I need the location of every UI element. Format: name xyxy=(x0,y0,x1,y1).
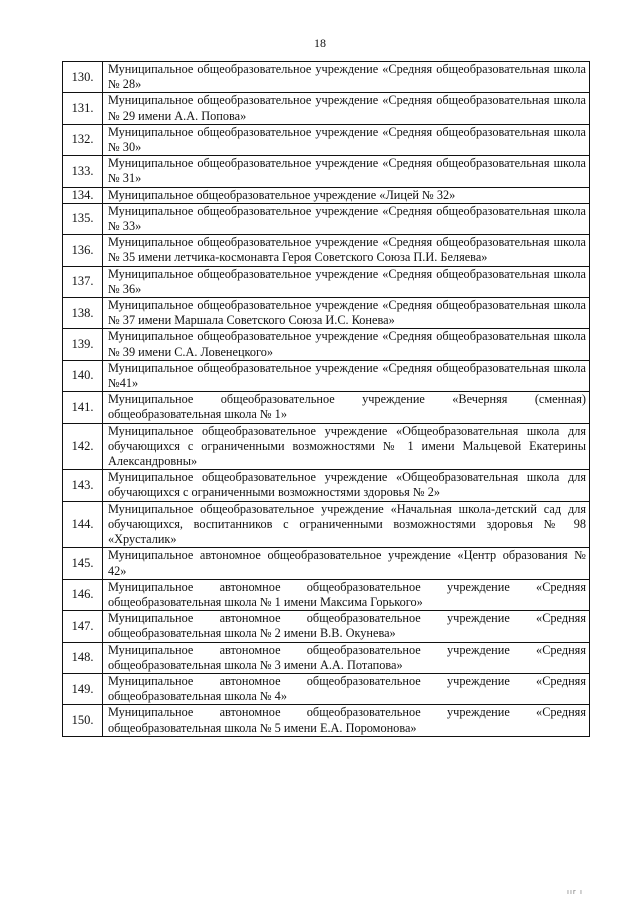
row-number: 133. xyxy=(63,156,103,187)
table-row xyxy=(63,392,590,423)
row-number: 149. xyxy=(63,673,103,704)
row-number: 142. xyxy=(63,423,103,470)
table-row xyxy=(63,203,590,234)
row-number: 140. xyxy=(63,360,103,391)
row-number: 130. xyxy=(63,62,103,93)
institution-name: Муниципальное автономное общеобразовательное учреждение «Средняя общеобразовательная школа № 2 имени В.В. Окунева» xyxy=(103,611,590,642)
institution-name: Муниципальное автономное общеобразовательное учреждение «Средняя общеобразовательная школа № 1 имени Максима Горького» xyxy=(103,579,590,610)
institution-name: Муниципальное общеобразовательное учреждение «Начальная школа-детский сад для обучающихся, воспитанников с ограниченными возможностями здоровья № 98 «Хрусталик» xyxy=(103,501,590,548)
row-number: 138. xyxy=(63,298,103,329)
institution-name: Муниципальное общеобразовательное учреждение «Общеобразовательная школа для обучающихся с ограниченными возможностями здоровья № 2» xyxy=(103,470,590,501)
table-row xyxy=(63,705,590,736)
institution-name: Муниципальное общеобразовательное учреждение «Лицей № 32» xyxy=(103,187,590,203)
table-row xyxy=(63,93,590,124)
institution-name: Муниципальное общеобразовательное учреждение «Средняя общеобразовательная школа № 35 имени летчика-космонавта Героя Советского Союза П.И. Беляева» xyxy=(103,235,590,266)
page-number: 18 xyxy=(314,36,326,50)
table-row xyxy=(63,62,590,93)
table-row xyxy=(63,423,590,470)
institution-name: Муниципальное общеобразовательное учреждение «Средняя общеобразовательная школа №41» xyxy=(103,360,590,391)
table-row xyxy=(63,156,590,187)
row-number: 145. xyxy=(63,548,103,579)
institution-name: Муниципальное общеобразовательное учреждение «Средняя общеобразовательная школа № 31» xyxy=(103,156,590,187)
scan-mark: ıır ı xyxy=(567,888,583,896)
institution-name: Муниципальное общеобразовательное учреждение «Средняя общеобразовательная школа № 28» xyxy=(103,62,590,93)
row-number: 135. xyxy=(63,203,103,234)
row-number: 131. xyxy=(63,93,103,124)
table-row xyxy=(63,298,590,329)
institution-name: Муниципальное общеобразовательное учреждение «Общеобразовательная школа для обучающихся с ограниченными возможностями № 1 имени Мальцевой Екатерины Александровны» xyxy=(103,423,590,470)
row-number: 141. xyxy=(63,392,103,423)
row-number: 148. xyxy=(63,642,103,673)
table-row xyxy=(63,611,590,642)
institution-name: Муниципальное общеобразовательное учреждение «Средняя общеобразовательная школа № 30» xyxy=(103,124,590,155)
table-row xyxy=(63,124,590,155)
institution-name: Муниципальное автономное общеобразовательное учреждение «Средняя общеобразовательная школа № 3 имени А.А. Потапова» xyxy=(103,642,590,673)
table-row xyxy=(63,548,590,579)
institution-name: Муниципальное автономное общеобразовательное учреждение «Средняя общеобразовательная школа № 4» xyxy=(103,673,590,704)
row-number: 132. xyxy=(63,124,103,155)
row-number: 136. xyxy=(63,235,103,266)
table-row xyxy=(63,470,590,501)
table-row xyxy=(63,266,590,297)
schools-table xyxy=(62,61,590,737)
institution-name: Муниципальное общеобразовательное учреждение «Средняя общеобразовательная школа № 39 имени С.А. Ловенецкого» xyxy=(103,329,590,360)
table-row xyxy=(63,235,590,266)
row-number: 147. xyxy=(63,611,103,642)
institution-name: Муниципальное общеобразовательное учреждение «Средняя общеобразовательная школа № 29 имени А.А. Попова» xyxy=(103,93,590,124)
institution-name: Муниципальное автономное общеобразовательное учреждение «Средняя общеобразовательная школа № 5 имени Е.А. Поромонова» xyxy=(103,705,590,736)
row-number: 134. xyxy=(63,187,103,203)
row-number: 144. xyxy=(63,501,103,548)
institution-name: Муниципальное автономное общеобразовательное учреждение «Центр образования № 42» xyxy=(103,548,590,579)
row-number: 139. xyxy=(63,329,103,360)
institution-name: Муниципальное общеобразовательное учреждение «Вечерняя (сменная) общеобразовательная школа № 1» xyxy=(103,392,590,423)
institution-name: Муниципальное общеобразовательное учреждение «Средняя общеобразовательная школа № 37 имени Маршала Советского Союза И.С. Конева» xyxy=(103,298,590,329)
table-row xyxy=(63,360,590,391)
table-row xyxy=(63,187,590,203)
table-row xyxy=(63,329,590,360)
institution-name: Муниципальное общеобразовательное учреждение «Средняя общеобразовательная школа № 33» xyxy=(103,203,590,234)
table-row xyxy=(63,673,590,704)
institution-name: Муниципальное общеобразовательное учреждение «Средняя общеобразовательная школа № 36» xyxy=(103,266,590,297)
table-row xyxy=(63,642,590,673)
row-number: 146. xyxy=(63,579,103,610)
table-body xyxy=(63,62,590,737)
table-row xyxy=(63,501,590,548)
row-number: 137. xyxy=(63,266,103,297)
row-number: 143. xyxy=(63,470,103,501)
table-row xyxy=(63,579,590,610)
row-number: 150. xyxy=(63,705,103,736)
